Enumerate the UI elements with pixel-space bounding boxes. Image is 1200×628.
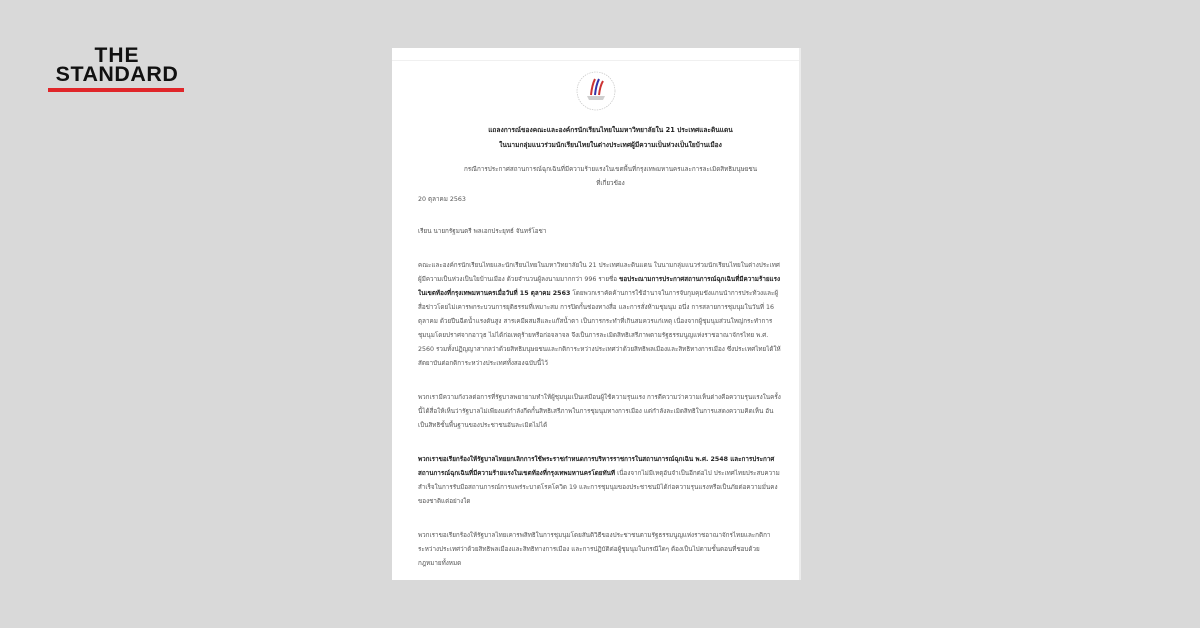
salutation: เรียน นายกรัฐมนตรี พลเอกประยุทธ์ จันทร์โอชา (418, 228, 547, 235)
paragraph-4: พวกเราขอเรียกร้องให้รัฐบาลไทยเคารพสิทธิในการชุมนุมโดยสันติวิธีของประชาชนตามรัฐธรรมนูญแห่งราชอาณาจักรไทยและกติการะหว่างประเทศว่าด้วยสิทธิพลเมืองและสิทธิทางการเมือง และการปฏิบัติต่อผู้ชุมนุมในกรณีใดๆ ต้องเป็นไปตามขั้นตอนที่ชอบด้วยกฎหมายทั้งหมด (418, 532, 771, 567)
page-divider (392, 60, 799, 61)
paragraph-1-bold: ขอประณามการประกาศสถานการณ์ฉุกเฉินที่มีความร้ายแรงในเขตท้องที่กรุงเทพมหานครเมื่อวันที่ 15 ตุลาคม 2563 (418, 276, 781, 297)
brand-line-2: STANDARD (55, 63, 179, 86)
paragraph-3-rest: เนื่องจากไม่มีเหตุอันจำเป็นอีกต่อไป ประเทศไทยประสบความสำเร็จในการรับมือสถานการณ์การแพร่ระบาดโรคโควิด 19 และการชุมนุมของประชาชนมิได้ก่อความรุนแรงหรือเป็นภัยต่อความมั่นคงของชาติแต่อย่างใด (418, 470, 780, 505)
document-date: 20 ตุลาคม 2563 (418, 196, 466, 203)
brand-underline (48, 88, 184, 92)
paragraph-3 (418, 453, 783, 509)
paragraph-1 (418, 259, 783, 371)
subject-line-2: ที่เกี่ยวข้อง (596, 180, 625, 187)
brand-logo (48, 46, 186, 92)
paragraph-1-intro: คณะและองค์กรนักเรียนไทยและนักเรียนไทยในมหาวิทยาลัยใน 21 ประเทศและดินแดน ในนามกลุ่มแนวร่วมนักเรียนไทยในต่างประเทศผู้มีความเป็นห่วงเป็นใยบ้านเมือง ด้วยจำนวนผู้ลงนามมากกว่า 996 รายชื่อ (418, 262, 780, 283)
coalition-emblem-icon (575, 70, 617, 112)
subject-line-1: กรณีการประกาศสถานการณ์ฉุกเฉินที่มีความร้ายแรงในเขตพื้นที่กรุงเทพมหานครและการละเมิดสิทธิมนุษยชน (463, 166, 757, 173)
document-title-line-2: ในนามกลุ่มแนวร่วมนักเรียนไทยในต่างประเทศผู้มีความเป็นห่วงเป็นใยบ้านเมือง (499, 141, 722, 149)
paragraph-2: พวกเรามีความกังวลต่อการที่รัฐบาลพยายามทำให้ผู้ชุมนุมเป็นเสมือนผู้ใช้ความรุนแรง การตีความว่าความเห็นต่างคือความรุนแรงในครั้งนี้ได้สื่อให้เห็นว่ารัฐบาลไม่เพียงแต่กำลังกีดกั้นสิทธิเสรีภาพในการชุมนุมทางการเมือง แต่กำลังละเมิดสิทธิในการแสดงความคิดเห็น อันเป็นสิทธิขั้นพื้นฐานของประชาชนอันละเมิดไม่ได้ (418, 394, 781, 429)
document-title-line-1: แถลงการณ์ของคณะและองค์กรนักเรียนไทยในมหาวิทยาลัยใน 21 ประเทศและดินแดน (488, 126, 733, 134)
paragraph-1-rest: โดยพวกเราคัดค้านการใช้อำนาจในการจับกุมคุมขังแกนนำการประท้วงและผู้สื่อข่าวโดยไม่เคารพกระบวนการยุติธรรมที่เหมาะสม การปิดกั้นช่องทางสื่อ และการสั่งห้ามชุมนุม อนึ่ง การสลายการชุมนุมในวันที่ 16 ตุลาคม ด้วยปืนฉีดน้ำแรงดันสูง สารเคมีผสมสีและแก๊สน้ำตา เป็นการกระทำที่เกินสมควรแก่เหตุ เนื่องจากผู้ชุมนุมส่วนใหญ่กระทำการชุมนุมโดยปราศจากอาวุธ ไม่ได้ก่อเหตุร้ายหรือก่อจลาจล จึงเป็นการละเมิดสิทธิเสรีภาพตามรัฐธรรมนูญแห่งราชอาณาจักรไทย พ.ศ. 2560 รวมทั้งปฏิญญาสากลว่าด้วยสิทธิมนุษยชนและกติการะหว่างประเทศว่าด้วยสิทธิพลเมืองและสิทธิทางการเมือง ซึ่งประเทศไทยได้ให้สัตยาบันต่อกติการะหว่างประเทศทั้งสองฉบับนี้ไว้ (418, 290, 781, 367)
brand-line-1: THE (94, 44, 140, 67)
paragraph-3-bold: พวกเราขอเรียกร้องให้รัฐบาลไทยยกเลิกการใช้พระราชกำหนดการบริหารราชการในสถานการณ์ฉุกเฉิน พ.ศ. 2548 และการประกาศสถานการณ์ฉุกเฉินที่มีความร้ายแรงในเขตท้องที่กรุงเทพมหานครโดยทันที (418, 456, 775, 477)
statement-document (392, 48, 799, 580)
